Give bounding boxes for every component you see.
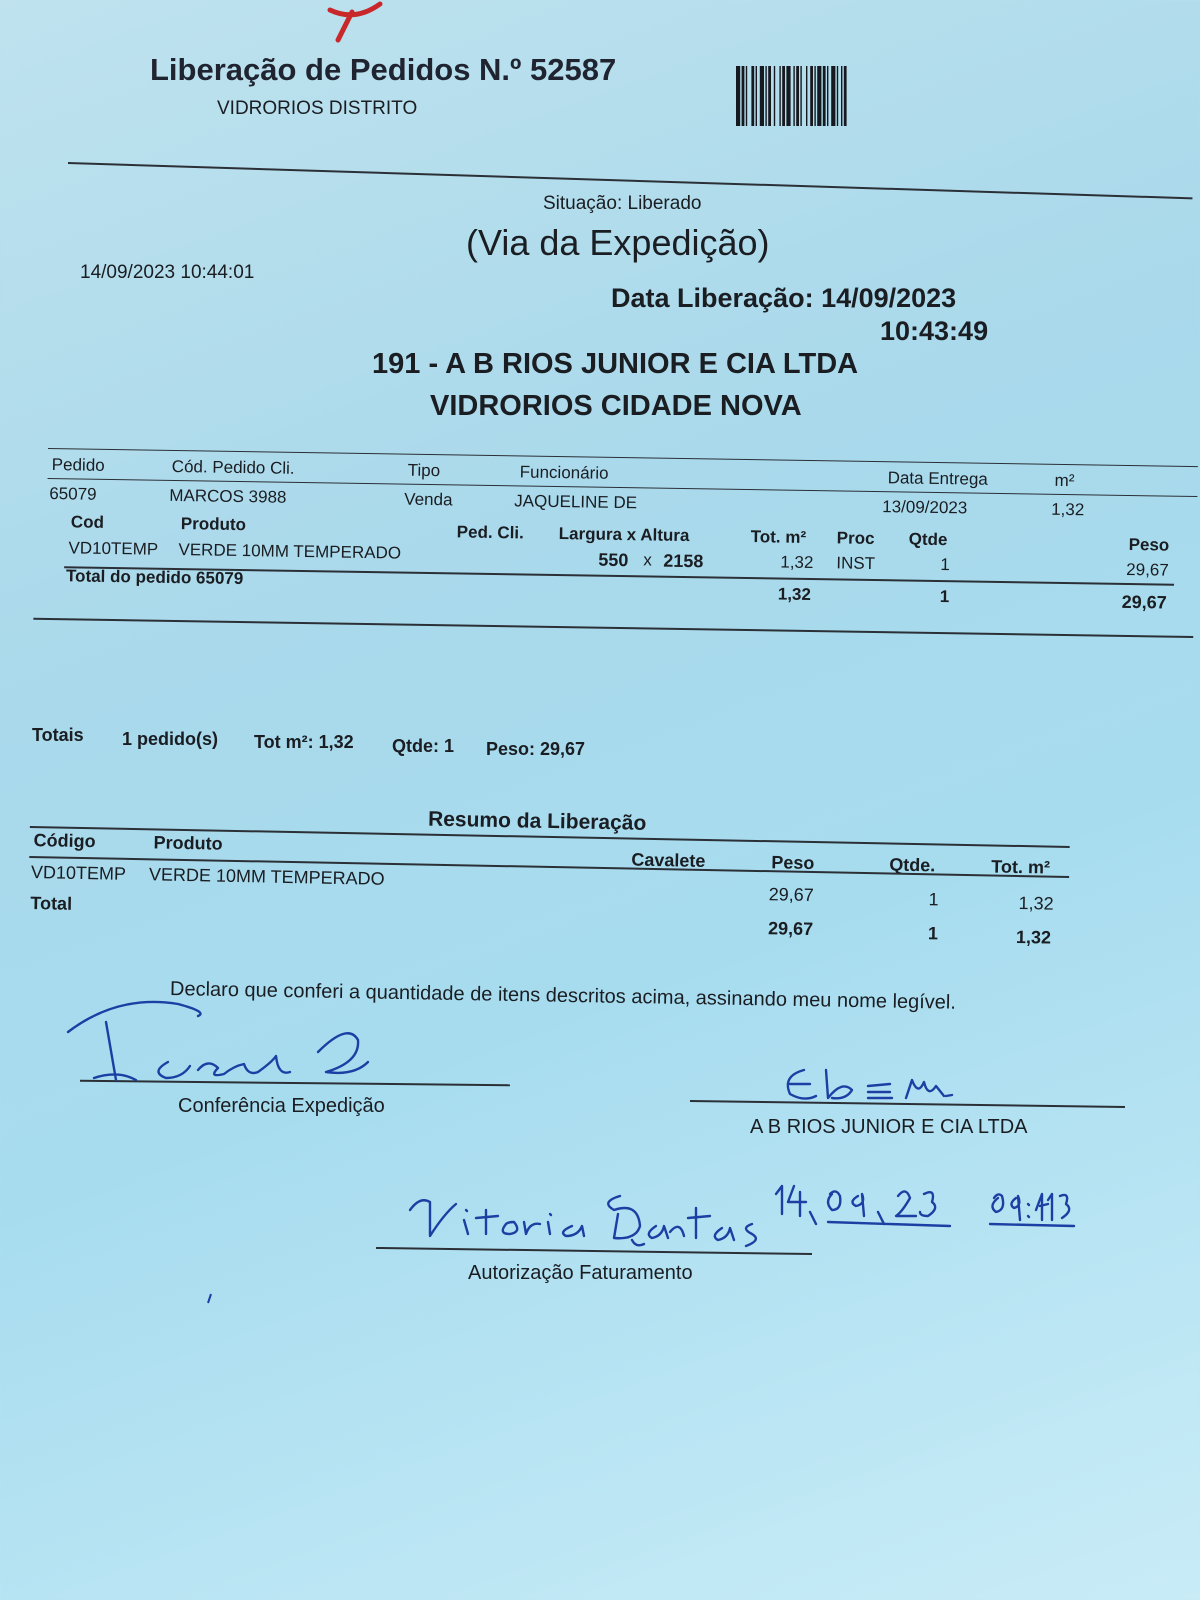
col-qtde: Qtde — [908, 529, 948, 550]
col-data-entrega: Data Entrega — [887, 468, 988, 489]
signature-label-empresa: A B RIOS JUNIOR E CIA LTDA — [750, 1116, 1028, 1138]
release-date: Data Liberação: 14/09/2023 — [611, 283, 957, 313]
print-timestamp: 14/09/2023 10:44:01 — [80, 262, 255, 283]
col-tot-m2: Tot. m² — [750, 527, 807, 547]
summary-col-codigo: Código — [33, 830, 96, 852]
handwritten-time — [984, 1180, 1084, 1230]
pen-mark — [205, 1292, 215, 1306]
summary-total-qtde: 1 — [927, 923, 939, 944]
signature-label-autorizacao: Autorização Faturamento — [468, 1262, 693, 1284]
col-cod: Cod — [70, 512, 105, 532]
summary-row-m2: 1,32 — [1018, 892, 1054, 914]
item-peso: 29,67 — [1126, 559, 1169, 580]
client-order-code: MARCOS 3988 — [169, 485, 287, 507]
summary-row-weight: 29,67 — [768, 884, 814, 906]
summary-col-peso: Peso — [771, 852, 815, 874]
totals-qtde: Qtde: 1 — [392, 736, 455, 756]
col-proc: Proc — [836, 528, 875, 548]
order-total-qtde: 1 — [939, 587, 950, 607]
delivery-date: 13/09/2023 — [882, 497, 968, 518]
status-label: Situação: Liberado — [543, 193, 702, 214]
summary-total-weight: 29,67 — [767, 918, 814, 940]
order-total-peso: 29,67 — [1121, 591, 1167, 613]
copy-label: (Via da Expedição) — [466, 222, 770, 263]
totals-m2: Tot m²: 1,32 — [254, 732, 354, 752]
col-ped-cli: Ped. Cli. — [456, 522, 524, 543]
summary-total-m2: 1,32 — [1015, 926, 1052, 948]
summary-col-qtde: Qtde. — [889, 854, 936, 876]
col-funcionario: Funcionário — [519, 462, 609, 483]
item-product: VERDE 10MM TEMPERADO — [178, 540, 402, 563]
item-width: 550 — [598, 549, 629, 571]
signature-conferencia — [58, 992, 388, 1092]
item-tot-m2: 1,32 — [780, 552, 814, 573]
col-cod-pedido-cli: Cód. Pedido Cli. — [171, 456, 295, 478]
order-type: Venda — [404, 489, 453, 510]
document-subtitle: VIDRORIOS DISTRITO — [217, 98, 418, 119]
order-total-m2: 1,32 — [777, 584, 812, 605]
item-qtde: 1 — [940, 555, 950, 575]
signature-empresa — [776, 1062, 966, 1112]
totals-weight: Peso: 29,67 — [486, 739, 586, 759]
col-dims: Largura x Altura — [558, 524, 690, 546]
summary-col-produto: Produto — [153, 832, 223, 854]
col-peso: Peso — [1128, 534, 1170, 555]
summary-title: Resumo da Liberação — [427, 807, 647, 835]
summary-row-qtde: 1 — [928, 889, 939, 910]
item-proc: INST — [836, 553, 876, 574]
order-m2: 1,32 — [1051, 499, 1085, 520]
summary-col-cavalete: Cavalete — [631, 849, 706, 871]
col-pedido: Pedido — [51, 455, 105, 475]
handwritten-date — [770, 1172, 970, 1228]
totals-orders: 1 pedido(s) — [122, 729, 219, 749]
item-code: VD10TEMP — [68, 538, 159, 559]
employee: JAQUELINE DE — [514, 491, 638, 513]
signature-label-conferencia: Conferência Expedição — [178, 1095, 385, 1117]
client-name: 191 - A B RIOS JUNIOR E CIA LTDA — [372, 348, 859, 380]
item-x: x — [643, 550, 652, 570]
order-total-label: Total do pedido 65079 — [65, 566, 244, 589]
declaration-text: Declaro que conferi a quantidade de itens descritos acima, assinando meu nome legível. — [169, 978, 957, 1014]
signature-autorizacao — [400, 1180, 800, 1260]
document-title: Liberação de Pedidos N.º 52587 — [150, 52, 617, 87]
col-m2: m² — [1054, 470, 1075, 491]
store-name: VIDRORIOS CIDADE NOVA — [430, 390, 802, 422]
totals-label: Totais — [32, 725, 84, 745]
release-time: 10:43:49 — [880, 316, 989, 346]
summary-total-label: Total — [30, 893, 73, 914]
item-height: 2158 — [663, 550, 704, 572]
order-number: 65079 — [49, 484, 97, 504]
summary-row-product: VERDE 10MM TEMPERADO — [148, 864, 385, 889]
col-tipo: Tipo — [407, 460, 441, 481]
summary-col-tot-m2: Tot. m² — [991, 856, 1051, 878]
summary-row-code: VD10TEMP — [30, 862, 127, 884]
col-produto: Produto — [180, 514, 247, 535]
